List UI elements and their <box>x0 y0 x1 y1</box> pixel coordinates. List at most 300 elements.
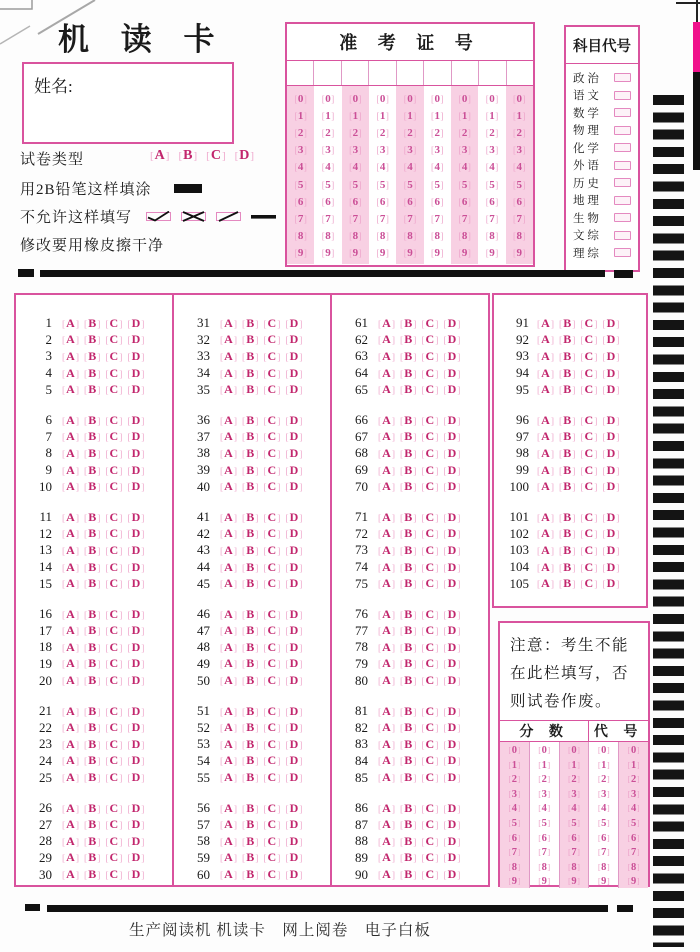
q6-option-A[interactable]: [ A ] <box>62 412 80 427</box>
score-digit-bubble-9[interactable]: [9] <box>538 876 551 888</box>
q1-option-D[interactable]: [ D ] <box>127 315 145 330</box>
q28-option-B[interactable]: [ B ] <box>84 833 101 848</box>
q83-option-B[interactable]: [ B ] <box>400 736 417 751</box>
q75-option-B[interactable]: [ B ] <box>400 576 417 591</box>
q86-option-C[interactable]: [ C ] <box>421 800 439 815</box>
digit-bubble-5[interactable]: [5] <box>321 178 335 191</box>
q53-option-C[interactable]: [ C ] <box>263 736 281 751</box>
score-digit-bubble-3[interactable]: [3] <box>568 788 580 800</box>
q2-option-D[interactable]: [ D ] <box>127 332 145 347</box>
q105-option-D[interactable]: [ D ] <box>602 576 620 591</box>
digit-bubble-5[interactable]: [5] <box>431 178 444 191</box>
q40-option-C[interactable]: [ C ] <box>263 479 281 494</box>
q74-option-A[interactable]: [ A ] <box>378 559 396 574</box>
digit-bubble-9[interactable]: [9] <box>403 247 417 260</box>
q25-option-A[interactable]: [ A ] <box>62 770 80 785</box>
digit-bubble-8[interactable]: [8] <box>458 230 471 243</box>
q65-option-C[interactable]: [ C ] <box>421 382 439 397</box>
score-digit-bubble-5[interactable]: [5] <box>508 817 521 829</box>
q52-option-D[interactable]: [ D ] <box>285 720 303 735</box>
q50-option-B[interactable]: [ B ] <box>242 673 259 688</box>
digit-bubble-0[interactable]: [0] <box>458 92 471 105</box>
q36-option-A[interactable]: [ A ] <box>220 412 238 427</box>
q13-option-C[interactable]: [ C ] <box>105 542 123 557</box>
q53-option-A[interactable]: [ A ] <box>220 736 238 751</box>
q70-option-A[interactable]: [ A ] <box>378 479 396 494</box>
q100-option-A[interactable]: [ A ] <box>537 479 555 494</box>
q92-option-A[interactable]: [ A ] <box>537 332 555 347</box>
q93-option-D[interactable]: [ D ] <box>602 348 620 363</box>
q102-option-A[interactable]: [ A ] <box>537 526 555 541</box>
score-digit-bubble-8[interactable]: [8] <box>538 861 551 873</box>
q56-option-A[interactable]: [ A ] <box>220 800 238 815</box>
q87-option-A[interactable]: [ A ] <box>378 817 396 832</box>
q81-option-A[interactable]: [ A ] <box>378 703 396 718</box>
q86-option-A[interactable]: [ A ] <box>378 800 396 815</box>
q24-option-B[interactable]: [ B ] <box>84 753 101 768</box>
digit-bubble-3[interactable]: [3] <box>403 144 417 157</box>
q45-option-C[interactable]: [ C ] <box>263 576 281 591</box>
q8-option-B[interactable]: [ B ] <box>84 445 101 460</box>
q17-option-D[interactable]: [ D ] <box>127 623 145 638</box>
q49-option-A[interactable]: [ A ] <box>220 656 238 671</box>
q56-option-C[interactable]: [ C ] <box>263 800 281 815</box>
q104-option-D[interactable]: [ D ] <box>602 559 620 574</box>
q12-option-A[interactable]: [ A ] <box>62 526 80 541</box>
q72-option-B[interactable]: [ B ] <box>400 526 417 541</box>
digit-bubble-3[interactable]: [3] <box>321 144 335 157</box>
digit-bubble-1[interactable]: [1] <box>513 109 526 122</box>
score-digit-bubble-8[interactable]: [8] <box>597 861 610 873</box>
q16-option-C[interactable]: [ C ] <box>105 606 123 621</box>
digit-bubble-8[interactable]: [8] <box>403 230 417 243</box>
digit-bubble-9[interactable]: [9] <box>431 247 444 260</box>
digit-bubble-5[interactable]: [5] <box>349 178 362 191</box>
q99-option-B[interactable]: [ B ] <box>559 462 576 477</box>
subject-bubble-8[interactable] <box>614 213 631 222</box>
score-digit-bubble-3[interactable]: [3] <box>538 788 551 800</box>
digit-bubble-3[interactable]: [3] <box>376 144 389 157</box>
ticket-blank-cell-7[interactable] <box>452 61 479 85</box>
q86-option-B[interactable]: [ B ] <box>400 800 417 815</box>
q2-option-B[interactable]: [ B ] <box>84 332 101 347</box>
q80-option-C[interactable]: [ C ] <box>421 673 439 688</box>
q35-option-C[interactable]: [ C ] <box>263 382 281 397</box>
q81-option-D[interactable]: [ D ] <box>443 703 461 718</box>
digit-bubble-0[interactable]: [0] <box>431 92 444 105</box>
q32-option-A[interactable]: [ A ] <box>220 332 238 347</box>
q52-option-C[interactable]: [ C ] <box>263 720 281 735</box>
q27-option-B[interactable]: [ B ] <box>84 817 101 832</box>
q24-option-D[interactable]: [ D ] <box>127 753 145 768</box>
q21-option-B[interactable]: [ B ] <box>84 703 101 718</box>
digit-bubble-2[interactable]: [2] <box>403 127 417 140</box>
digit-bubble-6[interactable]: [6] <box>485 195 499 208</box>
q98-option-B[interactable]: [ B ] <box>559 445 576 460</box>
digit-bubble-4[interactable]: [4] <box>349 161 362 174</box>
q4-option-C[interactable]: [ C ] <box>105 365 123 380</box>
q82-option-B[interactable]: [ B ] <box>400 720 417 735</box>
q17-option-A[interactable]: [ A ] <box>62 623 80 638</box>
q47-option-A[interactable]: [ A ] <box>220 623 238 638</box>
q74-option-C[interactable]: [ C ] <box>421 559 439 574</box>
q85-option-A[interactable]: [ A ] <box>378 770 396 785</box>
q92-option-D[interactable]: [ D ] <box>602 332 620 347</box>
q35-option-D[interactable]: [ D ] <box>285 382 303 397</box>
score-digit-bubble-7[interactable]: [7] <box>538 847 551 859</box>
q4-option-B[interactable]: [ B ] <box>84 365 101 380</box>
q73-option-A[interactable]: [ A ] <box>378 542 396 557</box>
q59-option-D[interactable]: [ D ] <box>285 850 303 865</box>
score-digit-bubble-5[interactable]: [5] <box>538 817 551 829</box>
q35-option-B[interactable]: [ B ] <box>242 382 259 397</box>
q43-option-B[interactable]: [ B ] <box>242 542 259 557</box>
q71-option-D[interactable]: [ D ] <box>443 509 461 524</box>
q98-option-A[interactable]: [ A ] <box>537 445 555 460</box>
q43-option-C[interactable]: [ C ] <box>263 542 281 557</box>
q12-option-D[interactable]: [ D ] <box>127 526 145 541</box>
q32-option-C[interactable]: [ C ] <box>263 332 281 347</box>
score-digit-bubble-4[interactable]: [4] <box>538 803 551 815</box>
q57-option-D[interactable]: [ D ] <box>285 817 303 832</box>
q60-option-A[interactable]: [ A ] <box>220 867 238 882</box>
q12-option-C[interactable]: [ C ] <box>105 526 123 541</box>
q55-option-C[interactable]: [ C ] <box>263 770 281 785</box>
q1-option-B[interactable]: [ B ] <box>84 315 101 330</box>
score-digit-bubble-8[interactable]: [8] <box>508 861 521 873</box>
q61-option-A[interactable]: [ A ] <box>378 315 396 330</box>
ticket-blank-cell-2[interactable] <box>314 61 341 85</box>
q90-option-C[interactable]: [ C ] <box>421 867 439 882</box>
q22-option-A[interactable]: [ A ] <box>62 720 80 735</box>
q26-option-D[interactable]: [ D ] <box>127 800 145 815</box>
digit-bubble-0[interactable]: [0] <box>485 92 499 105</box>
q77-option-C[interactable]: [ C ] <box>421 623 439 638</box>
q50-option-A[interactable]: [ A ] <box>220 673 238 688</box>
digit-bubble-9[interactable]: [9] <box>349 247 362 260</box>
q11-option-B[interactable]: [ B ] <box>84 509 101 524</box>
digit-bubble-1[interactable]: [1] <box>403 109 417 122</box>
q86-option-D[interactable]: [ D ] <box>443 800 461 815</box>
q29-option-A[interactable]: [ A ] <box>62 850 80 865</box>
q41-option-D[interactable]: [ D ] <box>285 509 303 524</box>
q89-option-A[interactable]: [ A ] <box>378 850 396 865</box>
score-digit-bubble-8[interactable]: [8] <box>568 861 580 873</box>
q79-option-A[interactable]: [ A ] <box>378 656 396 671</box>
q71-option-C[interactable]: [ C ] <box>421 509 439 524</box>
q43-option-D[interactable]: [ D ] <box>285 542 303 557</box>
q39-option-C[interactable]: [ C ] <box>263 462 281 477</box>
q20-option-D[interactable]: [ D ] <box>127 673 145 688</box>
score-digit-bubble-6[interactable]: [6] <box>597 832 610 844</box>
q6-option-C[interactable]: [ C ] <box>105 412 123 427</box>
q31-option-A[interactable]: [ A ] <box>220 315 238 330</box>
score-digit-bubble-0[interactable]: [0] <box>568 744 580 756</box>
q3-option-C[interactable]: [ C ] <box>105 348 123 363</box>
q94-option-A[interactable]: [ A ] <box>537 365 555 380</box>
q9-option-D[interactable]: [ D ] <box>127 462 145 477</box>
q45-option-A[interactable]: [ A ] <box>220 576 238 591</box>
score-digit-bubble-4[interactable]: [4] <box>627 803 640 815</box>
q73-option-D[interactable]: [ D ] <box>443 542 461 557</box>
q91-option-B[interactable]: [ B ] <box>559 315 576 330</box>
q63-option-A[interactable]: [ A ] <box>378 348 396 363</box>
q67-option-D[interactable]: [ D ] <box>443 429 461 444</box>
q19-option-D[interactable]: [ D ] <box>127 656 145 671</box>
score-digit-bubble-7[interactable]: [7] <box>627 847 640 859</box>
score-digit-bubble-2[interactable]: [2] <box>627 774 640 786</box>
q72-option-D[interactable]: [ D ] <box>443 526 461 541</box>
q18-option-B[interactable]: [ B ] <box>84 639 101 654</box>
q50-option-D[interactable]: [ D ] <box>285 673 303 688</box>
q25-option-C[interactable]: [ C ] <box>105 770 123 785</box>
digit-bubble-9[interactable]: [9] <box>294 247 307 260</box>
q75-option-C[interactable]: [ C ] <box>421 576 439 591</box>
paper-type-option-D[interactable]: [ D ] <box>234 148 255 163</box>
q9-option-B[interactable]: [ B ] <box>84 462 101 477</box>
q48-option-A[interactable]: [ A ] <box>220 639 238 654</box>
q84-option-B[interactable]: [ B ] <box>400 753 417 768</box>
q36-option-C[interactable]: [ C ] <box>263 412 281 427</box>
q62-option-D[interactable]: [ D ] <box>443 332 461 347</box>
q59-option-A[interactable]: [ A ] <box>220 850 238 865</box>
score-digit-bubble-1[interactable]: [1] <box>538 759 551 771</box>
digit-bubble-1[interactable]: [1] <box>485 109 499 122</box>
q9-option-C[interactable]: [ C ] <box>105 462 123 477</box>
q76-option-C[interactable]: [ C ] <box>421 606 439 621</box>
digit-bubble-7[interactable]: [7] <box>294 212 307 225</box>
score-digit-bubble-6[interactable]: [6] <box>538 832 551 844</box>
q105-option-C[interactable]: [ C ] <box>580 576 598 591</box>
q24-option-A[interactable]: [ A ] <box>62 753 80 768</box>
digit-bubble-6[interactable]: [6] <box>513 195 526 208</box>
q65-option-D[interactable]: [ D ] <box>443 382 461 397</box>
q11-option-D[interactable]: [ D ] <box>127 509 145 524</box>
q103-option-B[interactable]: [ B ] <box>559 542 576 557</box>
q23-option-C[interactable]: [ C ] <box>105 736 123 751</box>
q51-option-C[interactable]: [ C ] <box>263 703 281 718</box>
digit-bubble-8[interactable]: [8] <box>513 230 526 243</box>
q34-option-B[interactable]: [ B ] <box>242 365 259 380</box>
score-digit-bubble-6[interactable]: [6] <box>568 832 580 844</box>
q29-option-C[interactable]: [ C ] <box>105 850 123 865</box>
q92-option-B[interactable]: [ B ] <box>559 332 576 347</box>
q29-option-B[interactable]: [ B ] <box>84 850 101 865</box>
digit-bubble-9[interactable]: [9] <box>485 247 499 260</box>
q71-option-A[interactable]: [ A ] <box>378 509 396 524</box>
q74-option-B[interactable]: [ B ] <box>400 559 417 574</box>
q94-option-D[interactable]: [ D ] <box>602 365 620 380</box>
q66-option-A[interactable]: [ A ] <box>378 412 396 427</box>
q91-option-A[interactable]: [ A ] <box>537 315 555 330</box>
q37-option-D[interactable]: [ D ] <box>285 429 303 444</box>
digit-bubble-2[interactable]: [2] <box>431 127 444 140</box>
digit-bubble-1[interactable]: [1] <box>431 109 444 122</box>
score-digit-bubble-1[interactable]: [1] <box>597 759 610 771</box>
q6-option-B[interactable]: [ B ] <box>84 412 101 427</box>
q58-option-B[interactable]: [ B ] <box>242 833 259 848</box>
q64-option-A[interactable]: [ A ] <box>378 365 396 380</box>
q42-option-C[interactable]: [ C ] <box>263 526 281 541</box>
q23-option-D[interactable]: [ D ] <box>127 736 145 751</box>
q1-option-A[interactable]: [ A ] <box>62 315 80 330</box>
digit-bubble-3[interactable]: [3] <box>431 144 444 157</box>
q53-option-B[interactable]: [ B ] <box>242 736 259 751</box>
q46-option-C[interactable]: [ C ] <box>263 606 281 621</box>
q80-option-B[interactable]: [ B ] <box>400 673 417 688</box>
digit-bubble-8[interactable]: [8] <box>294 230 307 243</box>
q21-option-D[interactable]: [ D ] <box>127 703 145 718</box>
digit-bubble-3[interactable]: [3] <box>485 144 499 157</box>
q15-option-B[interactable]: [ B ] <box>84 576 101 591</box>
q93-option-A[interactable]: [ A ] <box>537 348 555 363</box>
q26-option-B[interactable]: [ B ] <box>84 800 101 815</box>
q94-option-C[interactable]: [ C ] <box>580 365 598 380</box>
q39-option-A[interactable]: [ A ] <box>220 462 238 477</box>
q96-option-C[interactable]: [ C ] <box>580 412 598 427</box>
q35-option-A[interactable]: [ A ] <box>220 382 238 397</box>
digit-bubble-4[interactable]: [4] <box>403 161 417 174</box>
digit-bubble-9[interactable]: [9] <box>513 247 526 260</box>
q58-option-C[interactable]: [ C ] <box>263 833 281 848</box>
q27-option-D[interactable]: [ D ] <box>127 817 145 832</box>
q69-option-B[interactable]: [ B ] <box>400 462 417 477</box>
q49-option-C[interactable]: [ C ] <box>263 656 281 671</box>
digit-bubble-5[interactable]: [5] <box>513 178 526 191</box>
q53-option-D[interactable]: [ D ] <box>285 736 303 751</box>
q61-option-B[interactable]: [ B ] <box>400 315 417 330</box>
q96-option-D[interactable]: [ D ] <box>602 412 620 427</box>
q78-option-B[interactable]: [ B ] <box>400 639 417 654</box>
q28-option-D[interactable]: [ D ] <box>127 833 145 848</box>
score-digit-bubble-9[interactable]: [9] <box>508 876 521 888</box>
digit-bubble-8[interactable]: [8] <box>349 230 362 243</box>
q44-option-D[interactable]: [ D ] <box>285 559 303 574</box>
q55-option-D[interactable]: [ D ] <box>285 770 303 785</box>
q68-option-B[interactable]: [ B ] <box>400 445 417 460</box>
ticket-blank-cell-3[interactable] <box>342 61 369 85</box>
ticket-blank-cell-9[interactable] <box>507 61 533 85</box>
q68-option-D[interactable]: [ D ] <box>443 445 461 460</box>
q18-option-A[interactable]: [ A ] <box>62 639 80 654</box>
score-digit-bubble-2[interactable]: [2] <box>538 774 551 786</box>
q99-option-D[interactable]: [ D ] <box>602 462 620 477</box>
q46-option-D[interactable]: [ D ] <box>285 606 303 621</box>
q16-option-B[interactable]: [ B ] <box>84 606 101 621</box>
q37-option-C[interactable]: [ C ] <box>263 429 281 444</box>
digit-bubble-8[interactable]: [8] <box>376 230 389 243</box>
score-digit-bubble-1[interactable]: [1] <box>627 759 640 771</box>
q48-option-D[interactable]: [ D ] <box>285 639 303 654</box>
q91-option-C[interactable]: [ C ] <box>580 315 598 330</box>
q7-option-C[interactable]: [ C ] <box>105 429 123 444</box>
q8-option-C[interactable]: [ C ] <box>105 445 123 460</box>
q24-option-C[interactable]: [ C ] <box>105 753 123 768</box>
q103-option-D[interactable]: [ D ] <box>602 542 620 557</box>
q45-option-D[interactable]: [ D ] <box>285 576 303 591</box>
q51-option-B[interactable]: [ B ] <box>242 703 259 718</box>
q30-option-C[interactable]: [ C ] <box>105 867 123 882</box>
q34-option-A[interactable]: [ A ] <box>220 365 238 380</box>
q54-option-B[interactable]: [ B ] <box>242 753 259 768</box>
digit-bubble-6[interactable]: [6] <box>458 195 471 208</box>
digit-bubble-5[interactable]: [5] <box>376 178 389 191</box>
ticket-blank-cell-8[interactable] <box>479 61 506 85</box>
q100-option-B[interactable]: [ B ] <box>559 479 576 494</box>
q57-option-A[interactable]: [ A ] <box>220 817 238 832</box>
q66-option-B[interactable]: [ B ] <box>400 412 417 427</box>
subject-bubble-4[interactable] <box>614 143 631 152</box>
digit-bubble-4[interactable]: [4] <box>513 161 526 174</box>
q52-option-A[interactable]: [ A ] <box>220 720 238 735</box>
q60-option-B[interactable]: [ B ] <box>242 867 259 882</box>
q47-option-D[interactable]: [ D ] <box>285 623 303 638</box>
q69-option-A[interactable]: [ A ] <box>378 462 396 477</box>
q87-option-B[interactable]: [ B ] <box>400 817 417 832</box>
q34-option-C[interactable]: [ C ] <box>263 365 281 380</box>
q83-option-D[interactable]: [ D ] <box>443 736 461 751</box>
digit-bubble-5[interactable]: [5] <box>458 178 471 191</box>
q99-option-C[interactable]: [ C ] <box>580 462 598 477</box>
q64-option-B[interactable]: [ B ] <box>400 365 417 380</box>
q28-option-C[interactable]: [ C ] <box>105 833 123 848</box>
digit-bubble-1[interactable]: [1] <box>294 109 307 122</box>
q78-option-C[interactable]: [ C ] <box>421 639 439 654</box>
q69-option-D[interactable]: [ D ] <box>443 462 461 477</box>
q79-option-C[interactable]: [ C ] <box>421 656 439 671</box>
q46-option-B[interactable]: [ B ] <box>242 606 259 621</box>
q54-option-C[interactable]: [ C ] <box>263 753 281 768</box>
q34-option-D[interactable]: [ D ] <box>285 365 303 380</box>
q7-option-A[interactable]: [ A ] <box>62 429 80 444</box>
q30-option-B[interactable]: [ B ] <box>84 867 101 882</box>
q20-option-B[interactable]: [ B ] <box>84 673 101 688</box>
digit-bubble-0[interactable]: [0] <box>349 92 362 105</box>
q90-option-D[interactable]: [ D ] <box>443 867 461 882</box>
score-digit-bubble-8[interactable]: [8] <box>627 861 640 873</box>
q8-option-D[interactable]: [ D ] <box>127 445 145 460</box>
score-digit-bubble-7[interactable]: [7] <box>597 847 610 859</box>
q67-option-A[interactable]: [ A ] <box>378 429 396 444</box>
q38-option-D[interactable]: [ D ] <box>285 445 303 460</box>
q57-option-C[interactable]: [ C ] <box>263 817 281 832</box>
q38-option-C[interactable]: [ C ] <box>263 445 281 460</box>
q32-option-B[interactable]: [ B ] <box>242 332 259 347</box>
q5-option-C[interactable]: [ C ] <box>105 382 123 397</box>
q95-option-A[interactable]: [ A ] <box>537 382 555 397</box>
q97-option-D[interactable]: [ D ] <box>602 429 620 444</box>
score-digit-bubble-0[interactable]: [0] <box>597 744 610 756</box>
q7-option-B[interactable]: [ B ] <box>84 429 101 444</box>
q25-option-D[interactable]: [ D ] <box>127 770 145 785</box>
q84-option-C[interactable]: [ C ] <box>421 753 439 768</box>
q56-option-D[interactable]: [ D ] <box>285 800 303 815</box>
q19-option-C[interactable]: [ C ] <box>105 656 123 671</box>
q31-option-D[interactable]: [ D ] <box>285 315 303 330</box>
q27-option-C[interactable]: [ C ] <box>105 817 123 832</box>
ticket-blank-cell-4[interactable] <box>369 61 396 85</box>
q62-option-C[interactable]: [ C ] <box>421 332 439 347</box>
digit-bubble-1[interactable]: [1] <box>349 109 362 122</box>
q73-option-B[interactable]: [ B ] <box>400 542 417 557</box>
q14-option-C[interactable]: [ C ] <box>105 559 123 574</box>
q23-option-B[interactable]: [ B ] <box>84 736 101 751</box>
q8-option-A[interactable]: [ A ] <box>62 445 80 460</box>
q68-option-A[interactable]: [ A ] <box>378 445 396 460</box>
q10-option-A[interactable]: [ A ] <box>62 479 80 494</box>
q70-option-C[interactable]: [ C ] <box>421 479 439 494</box>
q88-option-A[interactable]: [ A ] <box>378 833 396 848</box>
